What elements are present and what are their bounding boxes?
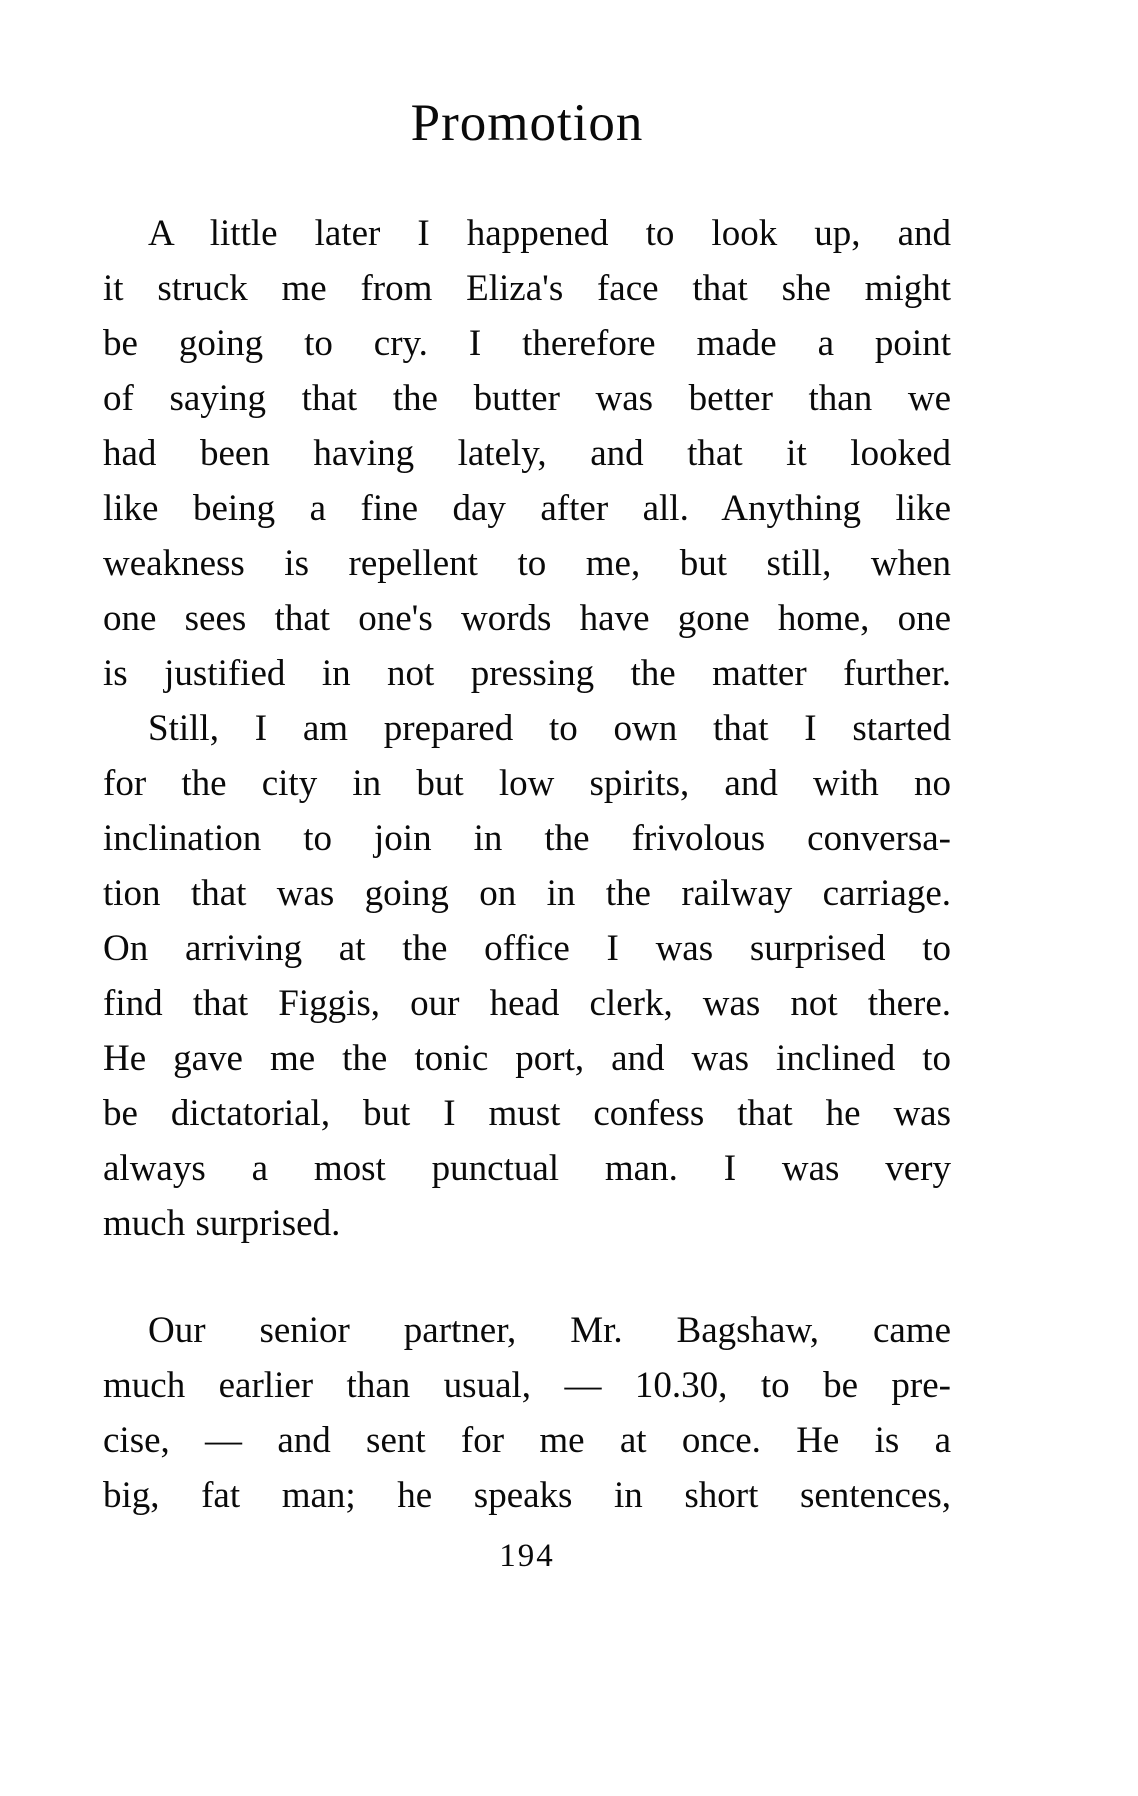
paragraph — [103, 206, 951, 701]
text-line: is justified in not pressing the matter further. — [103, 653, 951, 694]
text-line: inclination to join in the frivolous conversa- — [103, 818, 951, 859]
text-line: one sees that one's words have gone home, one — [103, 598, 951, 639]
text-line: of saying that the butter was better than we — [103, 378, 951, 419]
page-number: 194 — [499, 1538, 555, 1574]
text-line: On arriving at the office I was surprised to — [103, 928, 951, 969]
text-line: cise, — and sent for me at once. He is a — [103, 1420, 951, 1461]
text-line: had been having lately, and that it looked — [103, 433, 951, 474]
chapter-title: Promotion — [410, 94, 644, 152]
text-line: much earlier than usual, — 10.30, to be pre- — [103, 1365, 951, 1406]
text-line: find that Figgis, our head clerk, was not there. — [103, 983, 951, 1024]
text-line: Our senior partner, Mr. Bagshaw, came — [148, 1310, 951, 1351]
paragraph — [103, 1303, 951, 1523]
text-line: weakness is repellent to me, but still, when — [103, 543, 951, 584]
text-line: big, fat man; he speaks in short sentences, — [103, 1475, 951, 1516]
text-line: like being a fine day after all. Anything like — [103, 488, 951, 529]
page-text — [103, 206, 951, 1523]
text-line: be dictatorial, but I must confess that he was — [103, 1093, 951, 1134]
text-line: tion that was going on in the railway carriage. — [103, 873, 951, 914]
text-line: for the city in but low spirits, and with no — [103, 763, 951, 804]
text-line: much surprised. — [103, 1203, 341, 1244]
text-line: be going to cry. I therefore made a point — [103, 323, 951, 364]
text-line: A little later I happened to look up, and — [148, 213, 951, 254]
text-line: Still, I am prepared to own that I started — [148, 708, 951, 749]
text-line: always a most punctual man. I was very — [103, 1148, 951, 1189]
text-line: He gave me the tonic port, and was inclined to — [103, 1038, 951, 1079]
text-line: it struck me from Eliza's face that she might — [103, 268, 951, 309]
paragraph — [103, 701, 951, 1251]
